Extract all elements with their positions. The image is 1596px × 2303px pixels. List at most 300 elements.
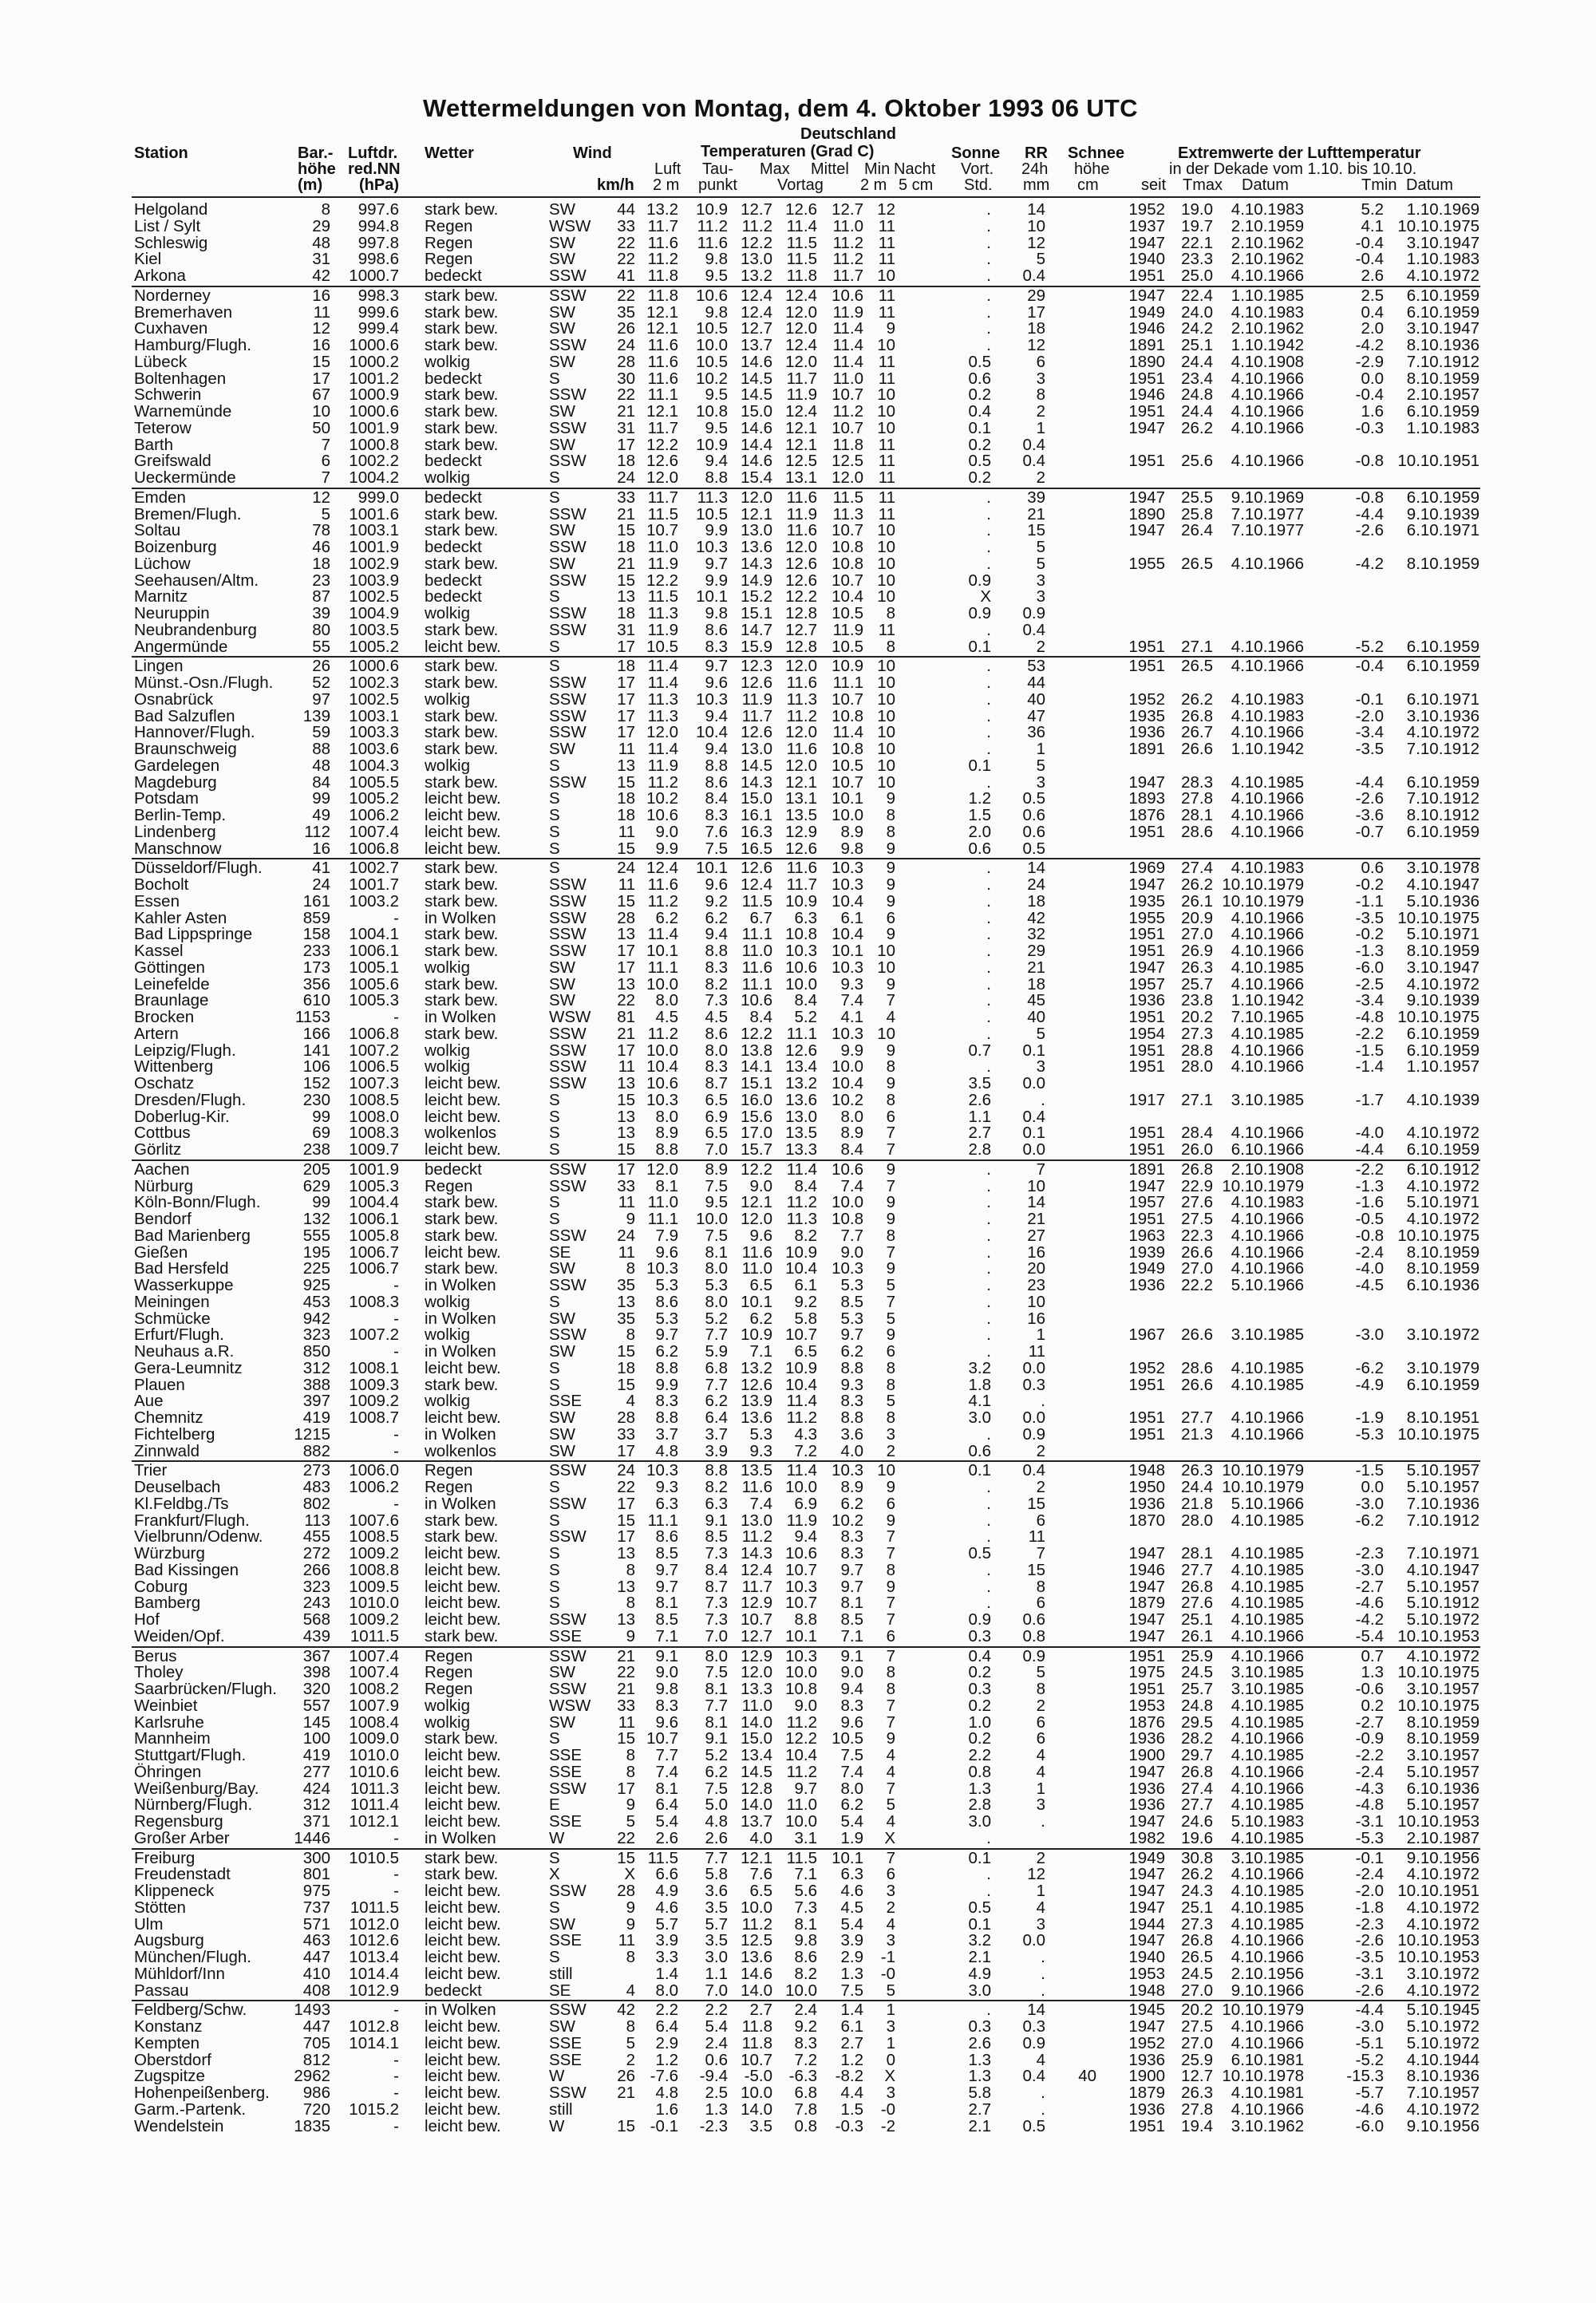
cell-luftdruck: 1002.3	[330, 675, 399, 691]
cell-barhoehe: 7	[289, 470, 330, 486]
cell-taupunkt: 9.5	[686, 1195, 728, 1211]
cell-min-2m: 12.0	[822, 470, 863, 486]
table-row	[0, 1092, 1596, 1108]
cell-luftdruck: 1012.0	[330, 1917, 399, 1933]
cell-windrichtung: S	[549, 791, 594, 807]
cell-min-2m: 7.5	[822, 1983, 863, 1999]
cell-station: Meiningen	[134, 1294, 298, 1310]
cell-luft-2m: 8.5	[638, 1546, 678, 1562]
cell-datum-tmax: 4.10.1966	[1218, 911, 1304, 926]
cell-station: Hannover/Flugh.	[134, 725, 298, 741]
cell-mittel: 12.0	[776, 305, 817, 321]
cell-datum-tmax: 10.10.1979	[1218, 2002, 1304, 2018]
cell-max-vortag: 12.0	[731, 1211, 772, 1227]
cell-sonne: .	[948, 1529, 991, 1545]
cell-taupunkt: 9.8	[686, 606, 728, 622]
cell-windrichtung: SSW	[549, 539, 594, 555]
cell-luftdruck: 1005.2	[330, 639, 399, 655]
cell-wind-kmh: 44	[594, 202, 635, 218]
cell-datum-tmax: 9.10.1969	[1218, 490, 1304, 506]
cell-nacht-5cm: 10	[870, 775, 895, 791]
cell-station: Artern	[134, 1026, 298, 1042]
cell-tmin: -4.4	[1341, 1142, 1384, 1158]
cell-rr: 1	[1012, 1327, 1045, 1343]
cell-barhoehe: 1215	[289, 1427, 330, 1443]
cell-wetter: stark bew.	[425, 404, 512, 420]
table-row	[0, 1179, 1596, 1195]
cell-luft-2m: 11.9	[638, 622, 678, 638]
cell-luft-2m: 11.3	[638, 709, 678, 725]
cell-windrichtung: S	[549, 1546, 594, 1562]
cell-sonne: 0.6	[948, 1444, 991, 1460]
cell-taupunkt: 9.6	[686, 675, 728, 691]
cell-tmax: 26.8	[1168, 1162, 1213, 1178]
cell-sonne: .	[948, 1228, 991, 1244]
cell-wind-kmh: 21	[594, 2085, 635, 2101]
cell-luft-2m: -7.6	[638, 2068, 678, 2084]
cell-windrichtung: E	[549, 1797, 594, 1813]
cell-max-vortag: 13.8	[731, 1043, 772, 1059]
cell-seit: 1967	[1119, 1327, 1165, 1343]
cell-sonne: 0.5	[948, 1546, 991, 1562]
cell-tmax: 20.2	[1168, 1009, 1213, 1025]
cell-mittel: 9.2	[776, 2019, 817, 2035]
cell-sonne: .	[948, 1179, 991, 1195]
cell-tmin: -3.0	[1341, 1327, 1384, 1343]
cell-windrichtung: SE	[549, 1983, 594, 1999]
cell-wind-kmh: 33	[594, 219, 635, 235]
cell-sonne: .	[948, 860, 991, 876]
cell-mittel: 2.4	[776, 2002, 817, 2018]
cell-wind-kmh: 21	[594, 556, 635, 572]
cell-barhoehe: 388	[289, 1377, 330, 1393]
cell-datum-tmax: 4.10.1966	[1218, 824, 1304, 840]
table-row	[0, 1595, 1596, 1611]
cell-station: Doberlug-Kir.	[134, 1109, 298, 1125]
cell-mittel: 11.5	[776, 235, 817, 251]
cell-datum-tmin: 6.10.1959	[1385, 775, 1479, 791]
cell-taupunkt: 7.3	[686, 1595, 728, 1611]
cell-nacht-5cm: 10	[870, 338, 895, 354]
cell-wetter: leicht bew.	[425, 841, 512, 857]
cell-datum-tmin: 5.10.1972	[1385, 1612, 1479, 1628]
cell-luftdruck: 1003.3	[330, 725, 399, 741]
table-row	[0, 421, 1596, 437]
cell-luft-2m: 4.9	[638, 1883, 678, 1899]
cell-max-vortag: 12.1	[731, 1195, 772, 1211]
cell-sonne: 3.2	[948, 1933, 991, 1949]
cell-barhoehe: 610	[289, 993, 330, 1009]
cell-max-vortag: 15.1	[731, 1076, 772, 1092]
cell-barhoehe: 139	[289, 709, 330, 725]
cell-taupunkt: 3.6	[686, 1883, 728, 1899]
cell-seit: 1947	[1119, 1546, 1165, 1562]
cell-nacht-5cm: -0	[870, 1966, 895, 1982]
cell-barhoehe: 233	[289, 943, 330, 959]
cell-mittel: 12.0	[776, 658, 817, 674]
cell-mittel: 13.5	[776, 808, 817, 824]
cell-barhoehe: 571	[289, 1917, 330, 1933]
cell-station: Oschatz	[134, 1076, 298, 1092]
cell-station: Schleswig	[134, 235, 298, 251]
cell-rr: 0.6	[1012, 808, 1045, 824]
cell-datum-tmin: 4.10.1947	[1385, 877, 1479, 893]
cell-taupunkt: 6.2	[686, 911, 728, 926]
cell-station: Bocholt	[134, 877, 298, 893]
cell-nacht-5cm: 8	[870, 1410, 895, 1426]
cell-nacht-5cm: 6	[870, 1344, 895, 1360]
cell-nacht-5cm: 4	[870, 1764, 895, 1780]
cell-wetter: bedeckt	[425, 453, 512, 469]
cell-max-vortag: 11.0	[731, 1698, 772, 1714]
cell-taupunkt: 8.6	[686, 775, 728, 791]
cell-datum-tmax: 2.10.1908	[1218, 1162, 1304, 1178]
cell-nacht-5cm: 9	[870, 1195, 895, 1211]
table-row	[0, 1814, 1596, 1830]
cell-windrichtung: SSW	[549, 2085, 594, 2101]
header-schnee-cm: cm	[1077, 177, 1099, 193]
cell-windrichtung: SSW	[549, 877, 594, 893]
cell-station: Coburg	[134, 1579, 298, 1595]
cell-datum-tmax: 4.10.1966	[1218, 453, 1304, 469]
cell-luftdruck: 1014.4	[330, 1966, 399, 1982]
cell-datum-tmin: 8.10.1959	[1385, 1261, 1479, 1277]
cell-luft-2m: 7.9	[638, 1228, 678, 1244]
cell-sonne: 2.6	[948, 1092, 991, 1108]
cell-sonne: .	[948, 1831, 991, 1847]
cell-max-vortag: 13.7	[731, 338, 772, 354]
cell-min-2m: 10.3	[822, 960, 863, 976]
cell-rr: 10	[1012, 1179, 1045, 1195]
cell-tmin: -6.2	[1341, 1361, 1384, 1377]
cell-station: Bad Marienberg	[134, 1228, 298, 1244]
cell-datum-tmin: 6.10.1971	[1385, 692, 1479, 708]
cell-tmin: -2.6	[1341, 1983, 1384, 1999]
cell-sonne: .	[948, 268, 991, 284]
cell-barhoehe: 97	[289, 692, 330, 708]
cell-wetter: stark bew.	[425, 1851, 512, 1866]
cell-min-2m: 11.0	[822, 219, 863, 235]
cell-sonne: 0.5	[948, 1900, 991, 1916]
cell-nacht-5cm: 9	[870, 1261, 895, 1277]
cell-rr: 0.4	[1012, 1463, 1045, 1479]
cell-sonne: .	[948, 1427, 991, 1443]
cell-station: Bendorf	[134, 1211, 298, 1227]
cell-wetter: stark bew.	[425, 993, 512, 1009]
cell-rr: 3	[1012, 371, 1045, 387]
cell-luft-2m: 8.8	[638, 1361, 678, 1377]
cell-max-vortag: 14.5	[731, 387, 772, 403]
cell-sonne: .	[948, 1294, 991, 1310]
cell-min-2m: 10.1	[822, 791, 863, 807]
cell-seit: 1879	[1119, 2085, 1165, 2101]
cell-max-vortag: 12.4	[731, 1562, 772, 1578]
cell-station: Kl.Feldbg./Ts	[134, 1496, 298, 1512]
cell-barhoehe: 1446	[289, 1831, 330, 1847]
cell-barhoehe: 230	[289, 1092, 330, 1108]
cell-barhoehe: 99	[289, 791, 330, 807]
cell-barhoehe: 24	[289, 877, 330, 893]
cell-rr: 0.6	[1012, 1612, 1045, 1628]
cell-windrichtung: SSW	[549, 338, 594, 354]
cell-wind-kmh: 13	[594, 1125, 635, 1141]
cell-datum-tmax: 10.10.1979	[1218, 1179, 1304, 1195]
cell-barhoehe: 424	[289, 1781, 330, 1797]
cell-station: Dresden/Flugh.	[134, 1092, 298, 1108]
cell-tmin: -0.9	[1341, 1731, 1384, 1747]
cell-taupunkt: -9.4	[686, 2068, 728, 2084]
cell-barhoehe: 882	[289, 1444, 330, 1460]
cell-taupunkt: 8.8	[686, 943, 728, 959]
cell-station: Weinbiet	[134, 1698, 298, 1714]
cell-min-2m: 4.0	[822, 1444, 863, 1460]
cell-seit: 1936	[1119, 2102, 1165, 2118]
cell-station: Greifswald	[134, 453, 298, 469]
cell-tmin: -5.2	[1341, 2052, 1384, 2068]
cell-luftdruck: -	[330, 2119, 399, 2135]
cell-taupunkt: 6.9	[686, 1109, 728, 1125]
cell-tmin: -3.0	[1341, 1562, 1384, 1578]
cell-taupunkt: 5.9	[686, 1344, 728, 1360]
cell-max-vortag: 15.7	[731, 1142, 772, 1158]
cell-wind-kmh: 41	[594, 268, 635, 284]
cell-max-vortag: 11.2	[731, 219, 772, 235]
cell-wetter: leicht bew.	[425, 1900, 512, 1916]
cell-datum-tmin: 5.10.1971	[1385, 1195, 1479, 1211]
cell-datum-tmax: 4.10.1966	[1218, 725, 1304, 741]
cell-sonne: 0.8	[948, 1764, 991, 1780]
cell-windrichtung: SW	[549, 960, 594, 976]
cell-wetter: wolkig	[425, 1393, 512, 1409]
cell-sonne: 0.1	[948, 1917, 991, 1933]
cell-tmin: -3.6	[1341, 808, 1384, 824]
cell-tmax: 26.5	[1168, 658, 1213, 674]
cell-luftdruck: 1005.3	[330, 1179, 399, 1195]
cell-rr: 32	[1012, 926, 1045, 942]
cell-mittel: 9.2	[776, 1294, 817, 1310]
cell-wetter: stark bew.	[425, 775, 512, 791]
cell-wetter: stark bew.	[425, 977, 512, 993]
cell-luftdruck: 1003.1	[330, 709, 399, 725]
cell-luft-2m: 10.3	[638, 1463, 678, 1479]
cell-max-vortag: 12.6	[731, 1377, 772, 1393]
header-rr: RR	[1025, 145, 1048, 161]
cell-windrichtung: S	[549, 1361, 594, 1377]
cell-tmin: -4.8	[1341, 1797, 1384, 1813]
cell-tmax: 26.8	[1168, 1933, 1213, 1949]
cell-luft-2m: 10.0	[638, 1043, 678, 1059]
cell-luft-2m: 11.7	[638, 490, 678, 506]
cell-windrichtung: SW	[549, 305, 594, 321]
cell-tmax: 28.0	[1168, 1513, 1213, 1529]
cell-max-vortag: 13.0	[731, 741, 772, 757]
cell-nacht-5cm: 11	[870, 288, 895, 304]
cell-station: Großer Arber	[134, 1831, 298, 1847]
cell-sonne: .	[948, 338, 991, 354]
cell-barhoehe: 55	[289, 639, 330, 655]
cell-datum-tmax: 4.10.1966	[1218, 926, 1304, 942]
cell-wind-kmh: 22	[594, 1665, 635, 1681]
cell-wetter: leicht bew.	[425, 1562, 512, 1578]
cell-sonne: .	[948, 993, 991, 1009]
cell-windrichtung: SSW	[549, 622, 594, 638]
cell-barhoehe: 455	[289, 1529, 330, 1545]
cell-station: Stötten	[134, 1900, 298, 1916]
cell-wetter: leicht bew.	[425, 1361, 512, 1377]
header-tmax: Tmax	[1183, 177, 1223, 193]
cell-sonne: 2.2	[948, 1748, 991, 1764]
cell-min-2m: 10.8	[822, 556, 863, 572]
cell-rr: 1	[1012, 741, 1045, 757]
cell-nacht-5cm: 9	[870, 1162, 895, 1178]
cell-rr: .	[1012, 1949, 1045, 1965]
cell-mittel: 11.4	[776, 1393, 817, 1409]
cell-datum-tmin: 10.10.1953	[1385, 1629, 1479, 1645]
cell-tmin: -4.4	[1341, 775, 1384, 791]
cell-station: Marnitz	[134, 589, 298, 605]
cell-sonne: 0.5	[948, 354, 991, 370]
cell-sonne: .	[948, 539, 991, 555]
cell-sonne: 0.1	[948, 758, 991, 774]
cell-min-2m: 8.4	[822, 1142, 863, 1158]
cell-wind-kmh: 15	[594, 1344, 635, 1360]
cell-station: Wasserkuppe	[134, 1278, 298, 1294]
cell-seit: 1951	[1119, 658, 1165, 674]
cell-luftdruck: 1000.9	[330, 387, 399, 403]
cell-min-2m: 10.8	[822, 741, 863, 757]
cell-mittel: 11.4	[776, 1463, 817, 1479]
cell-station: Boltenhagen	[134, 371, 298, 387]
cell-tmin: -2.0	[1341, 709, 1384, 725]
cell-mittel: 10.8	[776, 1681, 817, 1697]
cell-sonne: .	[948, 658, 991, 674]
cell-station: Gießen	[134, 1245, 298, 1261]
cell-wetter: leicht bew.	[425, 1933, 512, 1949]
cell-barhoehe: 41	[289, 860, 330, 876]
table-row	[0, 573, 1596, 589]
cell-rr: 0.5	[1012, 791, 1045, 807]
cell-luft-2m: 6.2	[638, 1344, 678, 1360]
cell-sonne: 3.0	[948, 1410, 991, 1426]
cell-seit: 1949	[1119, 1261, 1165, 1277]
cell-max-vortag: 11.5	[731, 894, 772, 910]
cell-sonne: 0.2	[948, 387, 991, 403]
cell-station: Hohenpeißenberg.	[134, 2085, 298, 2101]
cell-wetter: stark bew.	[425, 507, 512, 523]
cell-luftdruck: -	[330, 1427, 399, 1443]
cell-datum-tmin: 3.10.1936	[1385, 709, 1479, 725]
cell-taupunkt: 7.3	[686, 1546, 728, 1562]
cell-rr: 2	[1012, 1698, 1045, 1714]
cell-station: Berus	[134, 1649, 298, 1665]
cell-max-vortag: 14.6	[731, 453, 772, 469]
cell-windrichtung: SSW	[549, 1179, 594, 1195]
cell-windrichtung: S	[549, 1109, 594, 1125]
cell-min-2m: -0.3	[822, 2119, 863, 2135]
cell-wetter: stark bew.	[425, 523, 512, 539]
cell-nacht-5cm: 11	[870, 219, 895, 235]
table-row	[0, 808, 1596, 824]
cell-wind-kmh: 2	[594, 2052, 635, 2068]
cell-seit: 1879	[1119, 1595, 1165, 1611]
cell-datum-tmin: 4.10.1972	[1385, 1179, 1479, 1195]
cell-nacht-5cm: 8	[870, 1092, 895, 1108]
cell-datum-tmax: 4.10.1966	[1218, 1410, 1304, 1426]
cell-barhoehe: 18	[289, 556, 330, 572]
cell-max-vortag: 6.2	[731, 1311, 772, 1327]
cell-windrichtung: SSW	[549, 1162, 594, 1178]
cell-tmax: 26.8	[1168, 1764, 1213, 1780]
cell-tmax: 26.4	[1168, 523, 1213, 539]
cell-seit: 1900	[1119, 1748, 1165, 1764]
cell-tmin: -4.0	[1341, 1125, 1384, 1141]
cell-sonne: 2.6	[948, 2036, 991, 2052]
table-row	[0, 2085, 1596, 2101]
cell-windrichtung: SW	[549, 1427, 594, 1443]
cell-taupunkt: 8.8	[686, 470, 728, 486]
cell-wind-kmh: 30	[594, 371, 635, 387]
cell-barhoehe: 50	[289, 421, 330, 437]
cell-nacht-5cm: 9	[870, 1513, 895, 1529]
cell-mittel: 8.8	[776, 1612, 817, 1628]
cell-seit: 1936	[1119, 1496, 1165, 1512]
cell-tmax: 28.2	[1168, 1731, 1213, 1747]
cell-windrichtung: SSW	[549, 1327, 594, 1343]
cell-luftdruck: 1002.5	[330, 589, 399, 605]
cell-wind-kmh: 18	[594, 808, 635, 824]
cell-tmax: 24.5	[1168, 1966, 1213, 1982]
cell-wetter: stark bew.	[425, 926, 512, 942]
cell-seit: 1949	[1119, 1851, 1165, 1866]
table-row	[0, 1162, 1596, 1178]
cell-sonne: .	[948, 1327, 991, 1343]
cell-mittel: 13.5	[776, 1125, 817, 1141]
cell-datum-tmax: 4.10.1966	[1218, 1949, 1304, 1965]
cell-max-vortag: 12.2	[731, 235, 772, 251]
cell-windrichtung: S	[549, 1513, 594, 1529]
cell-datum-tmin: 5.10.1971	[1385, 926, 1479, 942]
cell-tmin: -2.2	[1341, 1162, 1384, 1178]
cell-max-vortag: 10.7	[731, 1612, 772, 1628]
cell-barhoehe: 705	[289, 2036, 330, 2052]
cell-tmin: -2.3	[1341, 1546, 1384, 1562]
cell-luft-2m: 1.4	[638, 1966, 678, 1982]
cell-mittel: 10.7	[776, 1595, 817, 1611]
cell-tmax: 19.6	[1168, 1831, 1213, 1847]
cell-mittel: 11.4	[776, 219, 817, 235]
cell-wind-kmh: 33	[594, 1427, 635, 1443]
cell-rr: 1	[1012, 421, 1045, 437]
cell-nacht-5cm: 7	[870, 1294, 895, 1310]
cell-wetter: Regen	[425, 219, 512, 235]
cell-wind-kmh: 17	[594, 639, 635, 655]
cell-luftdruck: 1010.0	[330, 1748, 399, 1764]
cell-max-vortag: 11.6	[731, 960, 772, 976]
cell-wind-kmh: 11	[594, 1715, 635, 1731]
table-row	[0, 841, 1596, 857]
cell-datum-tmin: 3.10.1972	[1385, 1966, 1479, 1982]
cell-station: Teterow	[134, 421, 298, 437]
cell-rr: 0.0	[1012, 1361, 1045, 1377]
cell-wind-kmh: 24	[594, 470, 635, 486]
cell-luftdruck: 1011.4	[330, 1797, 399, 1813]
cell-luft-2m: 11.4	[638, 658, 678, 674]
cell-wetter: stark bew.	[425, 387, 512, 403]
table-row	[0, 639, 1596, 655]
header-bar1: Bar.-	[298, 145, 333, 161]
cell-sonne: .	[948, 877, 991, 893]
cell-tmax: 23.8	[1168, 993, 1213, 1009]
